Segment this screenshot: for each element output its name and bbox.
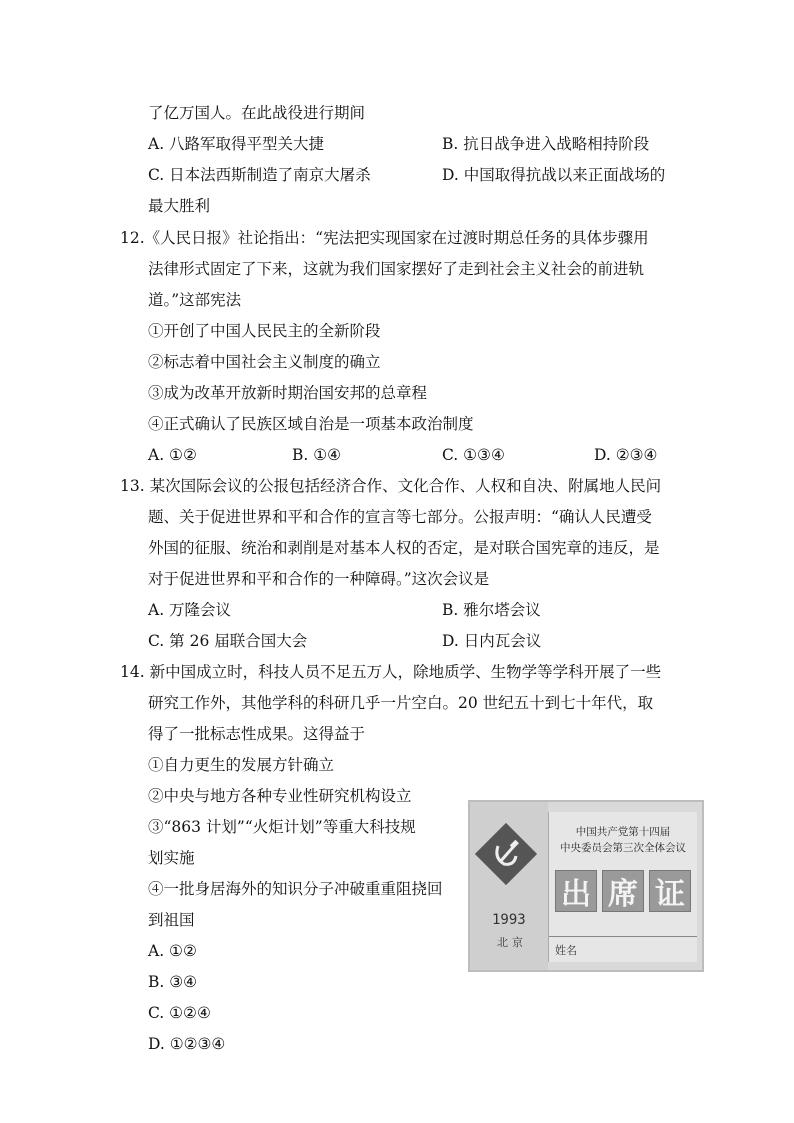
q12-option-a: A. ①② — [148, 446, 197, 464]
pass-city: 北京 — [497, 936, 527, 949]
q14-statement-2: ②中央与地方各种专业性研究机构设立 — [148, 787, 412, 805]
q14-option-a: A. ①② — [148, 942, 197, 960]
q13-stem-line2: 题、关于促进世界和平和合作的宣言等七部分。公报声明：“确认人民遭受 — [148, 508, 652, 526]
q13-option-b: B. 雅尔塔会议 — [442, 601, 541, 619]
q13-stem-line1: 13. 某次国际会议的公报包括经济合作、文化合作、人权和自决、附属地人民问 — [120, 477, 662, 495]
q12-statement-2: ②标志着中国社会主义制度的确立 — [148, 353, 381, 371]
q13-option-a: A. 万隆会议 — [148, 601, 232, 619]
q12-option-c: C. ①③④ — [442, 446, 505, 464]
q12-stem-line2: 法律形式固定了下来，这就为我们国家摆好了走到社会主义社会的前进轨 — [148, 260, 645, 278]
q11-stem-cont: 了亿万国人。在此战役进行期间 — [148, 104, 366, 122]
pass-year: 1993 — [492, 912, 526, 928]
pass-char-chu: 出 — [555, 870, 597, 912]
q12-stem-line3: 道。”这部宪法 — [148, 291, 242, 309]
q14-stem-line1: 14. 新中国成立时，科技人员不足五万人，除地质学、生物学等学科开展了一些 — [120, 663, 662, 681]
q14-option-b: B. ③④ — [148, 973, 198, 991]
q13-option-c: C. 第 26 届联合国大会 — [148, 632, 308, 650]
q14-statement-4-cont: 到祖国 — [148, 911, 195, 929]
q14-stem-line2: 研究工作外，其他学科的科研几乎一片空白。20 世纪五十到七十年代，取 — [148, 694, 654, 712]
attendance-pass-image — [468, 800, 704, 972]
q14-statement-4: ④一批身居海外的知识分子冲破重重阻挠回 — [148, 880, 443, 898]
pass-title-line2: 中央委员会第三次全体会议 — [560, 842, 686, 854]
q13-stem-line4: 对于促进世界和平和合作的一种障碍。”这次会议是 — [148, 570, 490, 588]
q14-statement-3-cont: 划实施 — [148, 849, 195, 867]
q12-statement-4: ④正式确认了民族区域自治是一项基本政治制度 — [148, 415, 474, 433]
q13-option-d: D. 日内瓦会议 — [442, 632, 542, 650]
pass-char-xi: 席 — [602, 870, 644, 912]
hammer-sickle-icon — [484, 832, 528, 876]
q12-option-b: B. ①④ — [292, 446, 342, 464]
q11-option-a: A. 八路军取得平型关大捷 — [148, 135, 325, 153]
q14-option-c: C. ①②④ — [148, 1004, 211, 1022]
pass-big-characters — [555, 870, 691, 914]
pass-divider — [549, 936, 697, 937]
q12-statement-3: ③成为改革开放新时期治国安邦的总章程 — [148, 384, 428, 402]
q12-option-d: D. ②③④ — [594, 446, 658, 464]
pass-name-label: 姓名 — [555, 944, 577, 957]
q14-statement-3: ③“863 计划”“火炬计划”等重大科技规 — [148, 818, 416, 836]
pass-left-panel — [470, 802, 548, 970]
q11-option-d: D. 中国取得抗战以来正面战场的 — [442, 166, 666, 184]
q13-stem-line3: 外国的征服、统治和剥削是对基本人权的否定，是对联合国宪章的违反，是 — [148, 539, 660, 557]
pass-right-panel — [548, 812, 697, 962]
q14-option-d: D. ①②③④ — [148, 1035, 226, 1053]
q11-option-c: C. 日本法西斯制造了南京大屠杀 — [148, 166, 371, 184]
q12-statement-1: ①开创了中国人民民主的全新阶段 — [148, 322, 381, 340]
pass-char-zheng: 证 — [649, 870, 691, 912]
q14-stem-line3: 得了一批标志性成果。这得益于 — [148, 725, 366, 743]
q12-stem-line1: 12.《人民日报》社论指出：“宪法把实现国家在过渡时期总任务的具体步骤用 — [120, 229, 649, 247]
pass-title-line1: 中国共产党第十四届 — [575, 826, 671, 838]
q14-statement-1: ①自力更生的发展方针确立 — [148, 756, 335, 774]
q11-option-d-cont: 最大胜利 — [148, 197, 211, 215]
q11-option-b: B. 抗日战争进入战略相持阶段 — [442, 135, 650, 153]
